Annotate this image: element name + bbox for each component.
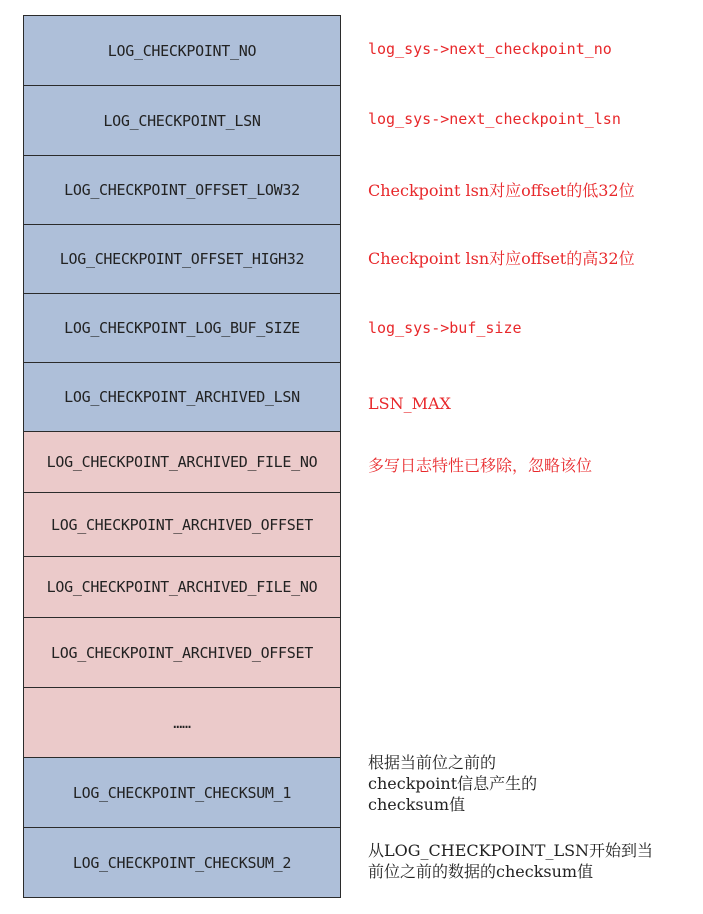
field-label: LOG_CHECKPOINT_CHECKSUM_2 bbox=[72, 853, 292, 872]
field-label: LOG_CHECKPOINT_ARCHIVED_OFFSET bbox=[51, 643, 313, 662]
field-checkpoint-archived-file-no bbox=[23, 431, 341, 493]
field-checkpoint-checksum-1 bbox=[23, 757, 341, 828]
field-label: LOG_CHECKPOINT_ARCHIVED_OFFSET bbox=[51, 515, 313, 534]
note-offset-low32: Checkpoint lsn对应offset的低32位 bbox=[368, 181, 635, 200]
field-label: LOG_CHECKPOINT_LSN bbox=[103, 111, 261, 130]
field-checkpoint-checksum-2 bbox=[23, 827, 341, 898]
note-checkpoint-lsn: log_sys->next_checkpoint_lsn bbox=[368, 110, 621, 128]
field-label: LOG_CHECKPOINT_OFFSET_HIGH32 bbox=[59, 250, 305, 268]
field-label: LOG_CHECKPOINT_NO bbox=[107, 41, 257, 60]
field-checkpoint-no bbox=[23, 15, 341, 86]
field-checkpoint-archived-file-no-2 bbox=[23, 556, 341, 618]
field-label: LOG_CHECKPOINT_ARCHIVED_FILE_NO bbox=[46, 453, 318, 471]
note-archived-removed: 多写日志特性已移除，忽略该位 bbox=[368, 456, 593, 475]
note-checksum-1: 根据当前位之前的checkpoint信息产生的checksum值 bbox=[368, 753, 538, 814]
field-label: LOG_CHECKPOINT_LOG_BUF_SIZE bbox=[64, 319, 300, 337]
note-offset-high32: Checkpoint lsn对应offset的高32位 bbox=[368, 249, 635, 268]
field-label: LOG_CHECKPOINT_ARCHIVED_FILE_NO bbox=[46, 578, 318, 596]
field-label: LOG_CHECKPOINT_ARCHIVED_LSN bbox=[64, 388, 300, 406]
field-ellipsis bbox=[23, 687, 341, 758]
note-checkpoint-no: log_sys->next_checkpoint_no bbox=[368, 40, 612, 58]
field-checkpoint-archived-offset-2 bbox=[23, 617, 341, 688]
field-label: LOG_CHECKPOINT_CHECKSUM_1 bbox=[72, 783, 292, 802]
field-checkpoint-lsn bbox=[23, 85, 341, 156]
field-label: …… bbox=[173, 713, 191, 732]
note-checksum-2: 从LOG_CHECKPOINT_LSN开始到当前位之前的数据的checksum值 bbox=[368, 841, 654, 881]
note-log-buf-size: log_sys->buf_size bbox=[368, 319, 522, 337]
field-checkpoint-archived-offset bbox=[23, 492, 341, 557]
field-checkpoint-offset-low32 bbox=[23, 155, 341, 225]
field-checkpoint-archived-lsn bbox=[23, 362, 341, 432]
field-checkpoint-offset-high32 bbox=[23, 224, 341, 294]
note-archived-lsn: LSN_MAX bbox=[368, 394, 451, 413]
field-checkpoint-log-buf-size bbox=[23, 293, 341, 363]
field-label: LOG_CHECKPOINT_OFFSET_LOW32 bbox=[64, 181, 300, 199]
